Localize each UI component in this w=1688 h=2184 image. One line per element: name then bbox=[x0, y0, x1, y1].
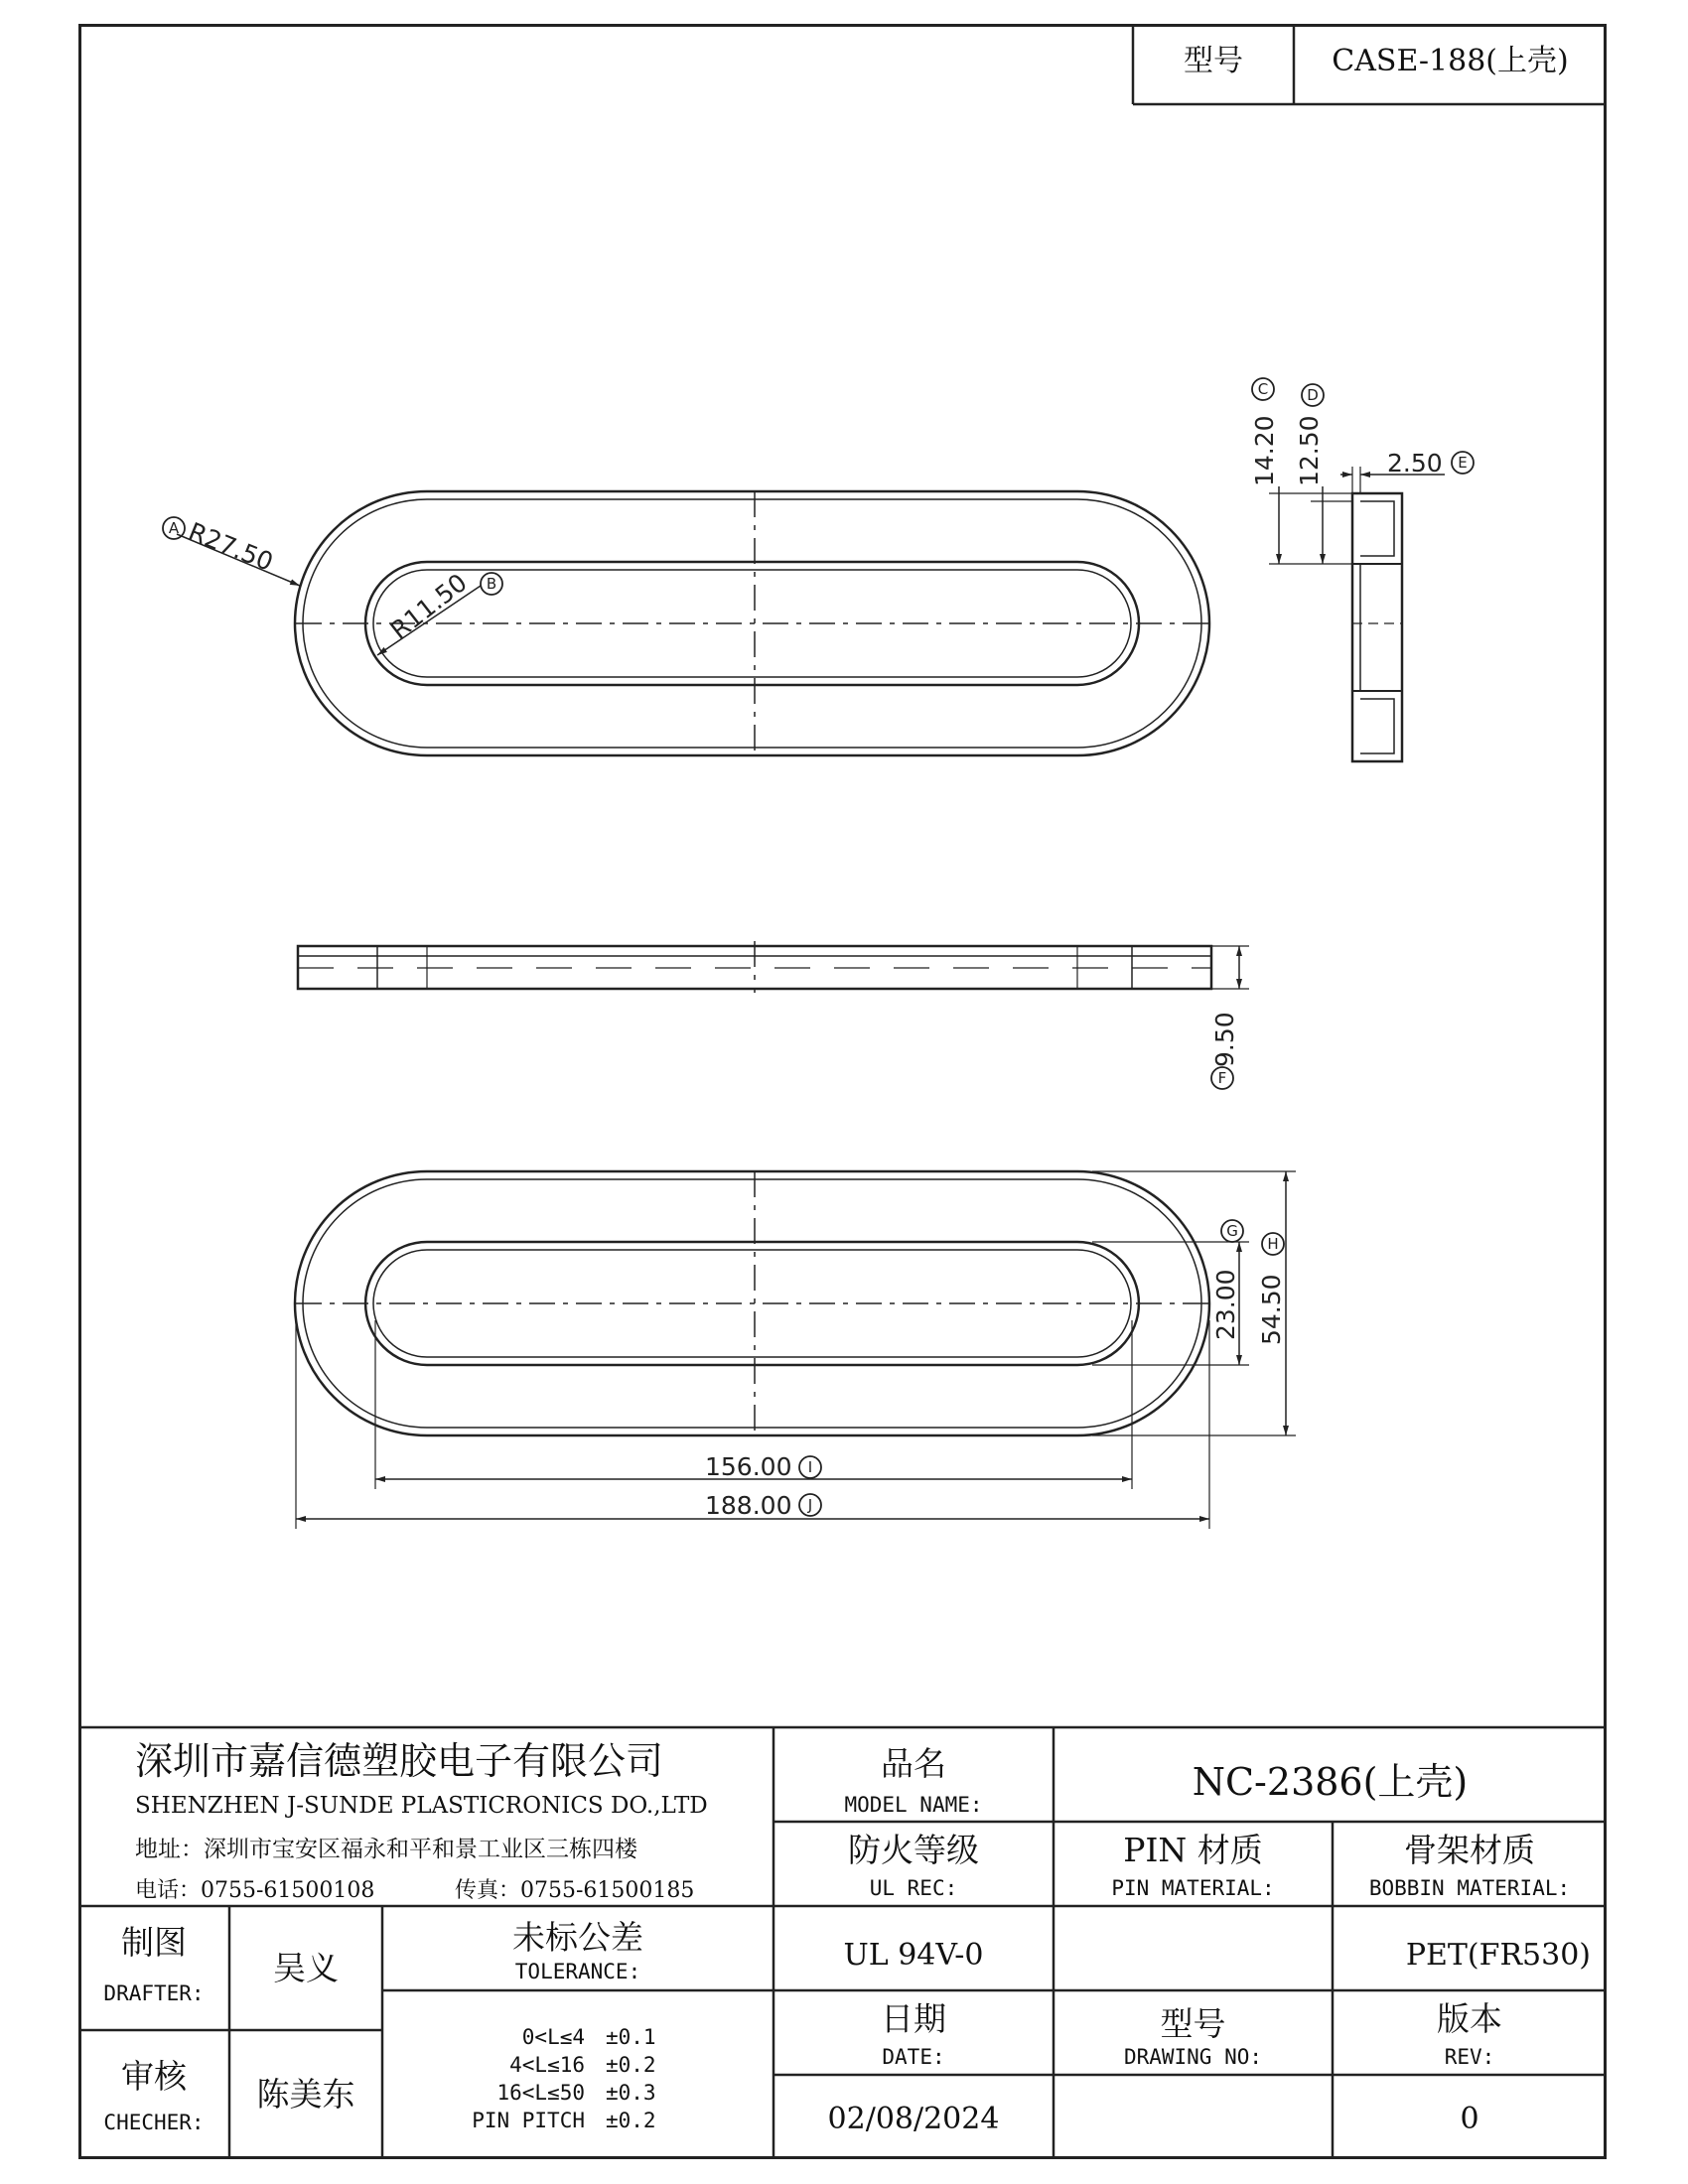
tolerance-value: ±0.2 bbox=[606, 2109, 656, 2132]
tolerance-range: 4<L≤16 bbox=[509, 2053, 585, 2077]
tolerance-value: ±0.2 bbox=[606, 2053, 656, 2077]
tolerance-value: ±0.3 bbox=[606, 2081, 656, 2105]
pin-label-en: PIN MATERIAL: bbox=[1111, 1876, 1275, 1900]
company-name-cn: 深圳市嘉信德塑胶电子有限公司 bbox=[135, 1739, 664, 1783]
model-name-label-cn: 品名 bbox=[881, 1744, 946, 1783]
dim-f-value: 9.50 bbox=[1210, 1012, 1239, 1067]
dim-h-value: 54.50 bbox=[1257, 1274, 1286, 1345]
tolerance-label-en: TOLERANCE: bbox=[514, 1960, 641, 1983]
bobbin-label-cn: 骨架材质 bbox=[1404, 1831, 1535, 1869]
bobbin-value: PET(FR530) bbox=[1405, 1938, 1591, 1973]
callout-f: F bbox=[1217, 1069, 1227, 1087]
model-name-value: NC-2386(上壳) bbox=[1192, 1760, 1469, 1804]
drafter-label-en: DRAFTER: bbox=[103, 1981, 205, 2005]
callout-c: C bbox=[1257, 380, 1269, 398]
header-model-label: 型号 bbox=[1184, 44, 1243, 78]
tolerance-label-cn: 未标公差 bbox=[512, 1918, 643, 1957]
tolerance-value: ±0.1 bbox=[606, 2025, 656, 2049]
dim-a-value: R27.50 bbox=[184, 516, 278, 577]
callout-a: A bbox=[168, 519, 180, 537]
front-view bbox=[298, 941, 1249, 993]
company-address: 地址：深圳市宝安区福永和平和景工业区三栋四楼 bbox=[135, 1837, 637, 1862]
top-view bbox=[177, 491, 1209, 755]
dim-e-value: 2.50 bbox=[1387, 449, 1443, 478]
date-label-cn: 日期 bbox=[881, 1999, 946, 2038]
date-value: 02/08/2024 bbox=[827, 2102, 1000, 2136]
callout-h: H bbox=[1267, 1235, 1279, 1253]
dim-c-value: 14.20 bbox=[1250, 415, 1279, 486]
company-phone: 电话：0755-61500108 bbox=[135, 1878, 375, 1903]
checker-label-en: CHECHER: bbox=[103, 2111, 205, 2134]
pin-label-cn: PIN 材质 bbox=[1123, 1831, 1263, 1869]
dim-b-value: R11.50 bbox=[384, 568, 473, 645]
bobbin-label-en: BOBBIN MATERIAL: bbox=[1368, 1876, 1571, 1900]
callout-d: D bbox=[1307, 386, 1319, 404]
drawing-no-label-cn: 型号 bbox=[1160, 2004, 1226, 2043]
model-name-label-en: MODEL NAME: bbox=[844, 1793, 983, 1817]
dim-d-value: 12.50 bbox=[1295, 415, 1324, 486]
tolerance-range: PIN PITCH bbox=[472, 2109, 585, 2132]
drawing-no-label-en: DRAWING NO: bbox=[1123, 2045, 1263, 2069]
callout-b: B bbox=[486, 575, 497, 593]
drafter-label-cn: 制图 bbox=[121, 1923, 187, 1962]
tolerance-range: 16<L≤50 bbox=[496, 2081, 585, 2105]
company-fax: 传真：0755-61500185 bbox=[455, 1878, 695, 1903]
dim-g-value: 23.00 bbox=[1211, 1269, 1240, 1340]
dim-j-value: 188.00 bbox=[705, 1491, 792, 1520]
callout-g: G bbox=[1226, 1222, 1238, 1240]
date-label-en: DATE: bbox=[882, 2045, 945, 2069]
ul-label-cn: 防火等级 bbox=[848, 1831, 979, 1869]
company-name-en: SHENZHEN J-SUNDE PLASTICRONICS DO.,LTD bbox=[135, 1793, 708, 1819]
drafter-value: 吴义 bbox=[273, 1949, 339, 1987]
dim-i-value: 156.00 bbox=[705, 1452, 792, 1481]
ul-label-en: UL REC: bbox=[869, 1876, 958, 1900]
tolerance-range: 0<L≤4 bbox=[521, 2025, 585, 2049]
callout-j: J bbox=[807, 1496, 813, 1514]
callout-i: I bbox=[807, 1458, 813, 1476]
checker-value: 陈美东 bbox=[256, 2075, 355, 2114]
rev-value: 0 bbox=[1460, 2102, 1479, 2136]
rev-label-cn: 版本 bbox=[1437, 1999, 1502, 2038]
side-view bbox=[1269, 467, 1445, 761]
ul-value: UL 94V-0 bbox=[843, 1938, 984, 1973]
rev-label-en: REV: bbox=[1444, 2045, 1495, 2069]
callout-e: E bbox=[1458, 454, 1468, 472]
header-model-value: CASE-188(上壳) bbox=[1332, 44, 1569, 78]
bottom-view bbox=[295, 1171, 1296, 1529]
checker-label-cn: 审核 bbox=[121, 2057, 187, 2096]
